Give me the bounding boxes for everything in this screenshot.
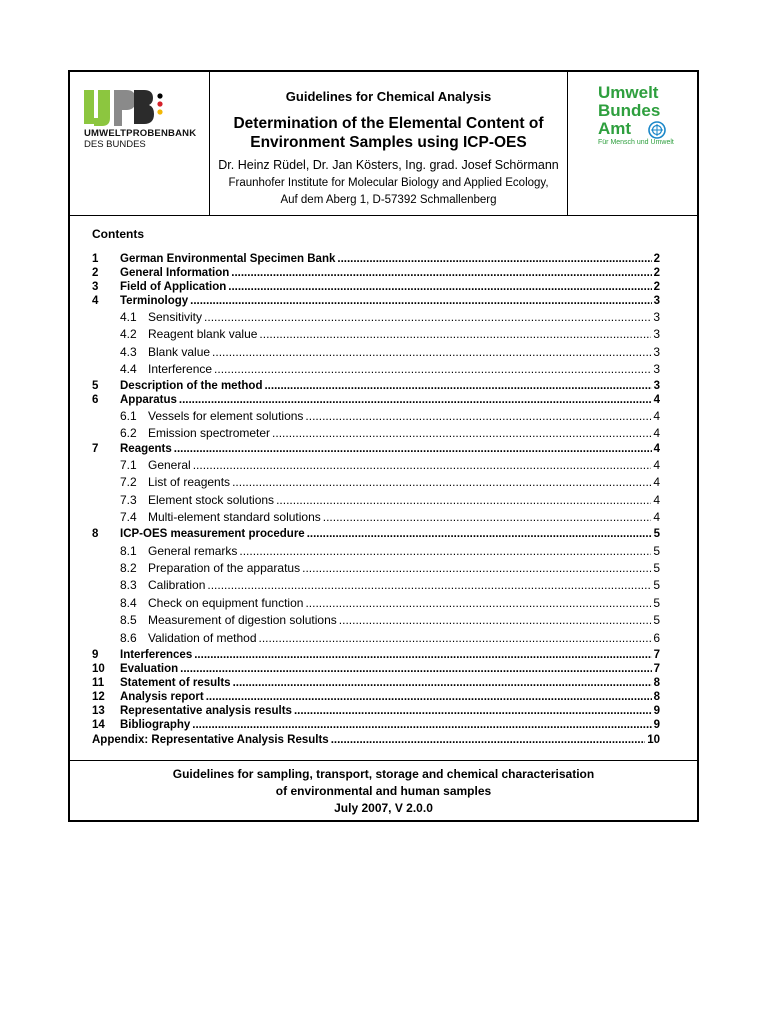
- toc-entry-number: 7.3: [120, 493, 137, 507]
- toc-leader-dots: [302, 561, 651, 575]
- toc-entry-number: 4.2: [120, 327, 137, 341]
- toc-entry-label: Validation of method: [148, 631, 257, 645]
- toc-leader-dots: [212, 345, 651, 359]
- document-title: [210, 114, 567, 152]
- toc-entry-label: Appendix: Representative Analysis Results: [92, 734, 329, 746]
- toc-entry-label: Evaluation: [120, 663, 179, 675]
- toc-entry: [92, 475, 660, 491]
- toc-entry-page: 4: [653, 458, 660, 472]
- dot-gold: [157, 109, 162, 114]
- toc-leader-dots: [259, 327, 651, 341]
- toc-entry-label: Apparatus: [120, 394, 177, 406]
- footer-line3: July 2007, V 2.0.0: [334, 801, 433, 815]
- toc-entry: [92, 345, 660, 361]
- toc-entry: [92, 362, 660, 378]
- toc-leader-dots: [206, 691, 652, 703]
- toc-leader-dots: [231, 267, 651, 279]
- toc-leader-dots: [233, 677, 652, 689]
- toc-entry-number: 7: [92, 443, 99, 455]
- toc-entry-number: 14: [92, 719, 105, 731]
- toc-entry-page: 3: [653, 327, 660, 341]
- uba-word-1: Umwelt: [598, 83, 659, 102]
- toc-entry-number: 8.1: [120, 544, 137, 558]
- toc-entry: [92, 631, 660, 647]
- toc-entry-number: 6.2: [120, 426, 137, 440]
- toc-entry-page: 2: [653, 253, 660, 265]
- toc-entry-number: 3: [92, 281, 99, 293]
- toc-entry-label: General Information: [120, 267, 230, 279]
- toc-entry-label: Emission spectrometer: [148, 426, 271, 440]
- upb-subtitle: DES BUNDES: [84, 139, 146, 150]
- toc-entry-page: 4: [653, 475, 660, 489]
- toc-entry: [92, 443, 660, 459]
- document-title-line2: Environment Samples using ICP-OES: [250, 134, 527, 151]
- uba-tagline: Für Mensch und Umwelt: [598, 139, 674, 146]
- toc-entry-page: 3: [653, 295, 660, 307]
- toc-entry: [92, 493, 660, 509]
- toc-leader-dots: [207, 578, 651, 592]
- toc-entry-number: 1: [92, 253, 99, 265]
- toc-entry-page: 7: [653, 649, 660, 661]
- toc-leader-dots: [276, 493, 651, 507]
- toc-entry-page: 5: [653, 561, 660, 575]
- toc-entry-page: 5: [653, 613, 660, 627]
- document-authors: Dr. Heinz Rüdel, Dr. Jan Kösters, Ing. grad. Josef Schörmann: [218, 158, 559, 172]
- toc-entry-number: 8.5: [120, 613, 137, 627]
- toc-entry-label: Representative analysis results: [120, 705, 292, 717]
- toc-entry-page: 3: [653, 345, 660, 359]
- toc-entry-label: Vessels for element solutions: [148, 409, 304, 423]
- toc-entry-page: 10: [647, 734, 660, 746]
- toc-entry-number: 6.1: [120, 409, 137, 423]
- toc-entry: [92, 510, 660, 526]
- upb-b: [134, 90, 154, 124]
- toc-entry-label: Bibliography: [120, 719, 191, 731]
- toc-entry-label: Reagents: [120, 443, 172, 455]
- toc-entry-number: 7.1: [120, 458, 137, 472]
- toc-entry-number: 4: [92, 295, 99, 307]
- toc-entry-label: Preparation of the apparatus: [148, 561, 301, 575]
- toc-entry: [92, 613, 660, 629]
- toc-leader-dots: [323, 510, 652, 524]
- toc-entry-label: Field of Application: [120, 281, 227, 293]
- toc-entry-page: 7: [653, 663, 660, 675]
- toc-entry-label: Terminology: [120, 295, 189, 307]
- footer-line2: of environmental and human samples: [275, 784, 492, 798]
- toc-entry-label: Sensitivity: [148, 310, 203, 324]
- toc-entry-page: 2: [653, 267, 660, 279]
- toc-entry: [92, 734, 660, 750]
- toc-entry: [92, 578, 660, 594]
- toc-entry-page: 8: [653, 677, 660, 689]
- toc-entry: [92, 544, 660, 560]
- toc-entry-page: 5: [653, 528, 660, 540]
- toc-entry-page: 4: [653, 426, 660, 440]
- toc-entry-label: Analysis report: [120, 691, 204, 703]
- toc-leader-dots: [190, 295, 651, 307]
- toc-entry-number: 8.2: [120, 561, 137, 575]
- toc-entry-page: 4: [653, 510, 660, 524]
- dot-black: [157, 93, 162, 98]
- upb-p: [114, 90, 136, 126]
- toc-entry-label: Description of the method: [120, 380, 263, 392]
- toc-entry-label: General: [148, 458, 191, 472]
- toc-entry-label: Check on equipment function: [148, 596, 304, 610]
- toc-leader-dots: [264, 380, 651, 392]
- toc-entry-label: Interference: [148, 362, 213, 376]
- uba-logo: [567, 72, 698, 215]
- toc-leader-dots: [193, 458, 652, 472]
- toc-entry-number: 12: [92, 691, 105, 703]
- toc-entry-number: 11: [92, 677, 105, 689]
- toc-entry-label: Statement of results: [120, 677, 231, 689]
- toc-entry-number: 8.3: [120, 578, 137, 592]
- toc-leader-dots: [174, 443, 652, 455]
- toc-entry-number: 4.3: [120, 345, 137, 359]
- toc-entry: [92, 310, 660, 326]
- toc-entry-page: 9: [653, 705, 660, 717]
- toc-entry-number: 10: [92, 663, 105, 675]
- document-frame: [68, 70, 699, 822]
- toc-leader-dots: [194, 649, 651, 661]
- toc-entry-page: 5: [653, 578, 660, 592]
- toc-entry-number: 13: [92, 705, 105, 717]
- upb-u-left: [84, 90, 94, 124]
- toc-entry-number: 8: [92, 528, 99, 540]
- toc-leader-dots: [259, 631, 652, 645]
- toc-leader-dots: [192, 719, 651, 731]
- document-title-line1: Determination of the Elemental Content of: [233, 115, 544, 132]
- upb-wordmark: UMWELTPROBENBANK: [84, 128, 197, 139]
- toc-entry-label: Multi-element standard solutions: [148, 510, 321, 524]
- un-emblem-icon: [648, 121, 666, 139]
- toc-entry: [92, 528, 660, 544]
- toc-entry: [92, 295, 660, 311]
- toc-leader-dots: [305, 409, 651, 423]
- toc-entry-page: 5: [653, 596, 660, 610]
- toc-entry-page: 9: [653, 719, 660, 731]
- toc-entry: [92, 426, 660, 442]
- title-block: [210, 72, 567, 215]
- upb-u-right: [94, 90, 110, 126]
- toc-entry-label: General remarks: [148, 544, 238, 558]
- toc-leader-dots: [228, 281, 651, 293]
- toc-entry-label: Calibration: [148, 578, 206, 592]
- document-footer: [70, 760, 697, 821]
- toc-leader-dots: [331, 734, 646, 746]
- toc-entry-page: 5: [653, 544, 660, 558]
- toc-leader-dots: [272, 426, 651, 440]
- toc-entry: [92, 458, 660, 474]
- uba-word-2: Bundes: [598, 101, 661, 120]
- uba-word-3: Amt: [598, 119, 632, 138]
- toc-leader-dots: [294, 705, 652, 717]
- toc-leader-dots: [180, 663, 651, 675]
- upb-logo: [70, 72, 210, 215]
- toc-leader-dots: [307, 528, 652, 540]
- toc-entry: [92, 561, 660, 577]
- toc-entry: [92, 596, 660, 612]
- toc-entry-page: 4: [653, 493, 660, 507]
- toc-entry: [92, 719, 660, 735]
- toc-leader-dots: [339, 613, 652, 627]
- toc-entry-page: 2: [653, 281, 660, 293]
- toc-entry-number: 4.4: [120, 362, 137, 376]
- table-of-contents: [70, 216, 697, 760]
- toc-entry-number: 7.2: [120, 475, 137, 489]
- toc-entry-label: List of reagents: [148, 475, 231, 489]
- toc-entry-page: 3: [653, 380, 660, 392]
- document-address: Auf dem Aberg 1, D-57392 Schmallenberg: [280, 194, 497, 206]
- toc-entry-page: 6: [653, 631, 660, 645]
- toc-entry-number: 2: [92, 267, 99, 279]
- toc-entry-number: 7.4: [120, 510, 137, 524]
- toc-entry-number: 4.1: [120, 310, 137, 324]
- document-institute: Fraunhofer Institute for Molecular Biology and Applied Ecology,: [228, 177, 549, 189]
- toc-entry: [92, 409, 660, 425]
- toc-entry-label: ICP-OES measurement procedure: [120, 528, 305, 540]
- toc-leader-dots: [204, 310, 651, 324]
- toc-entry-label: Reagent blank value: [148, 327, 258, 341]
- toc-entry-label: Interferences: [120, 649, 193, 661]
- toc-entry-label: Blank value: [148, 345, 211, 359]
- toc-entry-label: Measurement of digestion solutions: [148, 613, 337, 627]
- toc-entry-label: German Environmental Specimen Bank: [120, 253, 336, 265]
- toc-leader-dots: [337, 253, 651, 265]
- toc-leader-dots: [214, 362, 651, 376]
- toc-entry-page: 4: [653, 409, 660, 423]
- toc-entry: [92, 394, 660, 410]
- document-kicker: Guidelines for Chemical Analysis: [285, 89, 492, 104]
- footer-line1: Guidelines for sampling, transport, storage and chemical characterisation: [172, 767, 595, 781]
- toc-entry-label: Element stock solutions: [148, 493, 275, 507]
- toc-entry-page: 3: [653, 362, 660, 376]
- contents-heading: Contents: [92, 227, 144, 241]
- toc-entry-page: 4: [653, 394, 660, 406]
- toc-entry-number: 5: [92, 380, 99, 392]
- document-header: [70, 72, 697, 216]
- toc-entry-number: 6: [92, 394, 99, 406]
- dot-red: [157, 101, 162, 106]
- toc-entry-page: 4: [653, 443, 660, 455]
- toc-entry: [92, 327, 660, 343]
- toc-entry-page: 8: [653, 691, 660, 703]
- toc-leader-dots: [179, 394, 652, 406]
- toc-entry-page: 3: [653, 310, 660, 324]
- toc-leader-dots: [239, 544, 651, 558]
- toc-entry-number: 9: [92, 649, 99, 661]
- toc-leader-dots: [232, 475, 651, 489]
- toc-entry-number: 8.6: [120, 631, 137, 645]
- toc-entry-number: 8.4: [120, 596, 137, 610]
- toc-leader-dots: [305, 596, 651, 610]
